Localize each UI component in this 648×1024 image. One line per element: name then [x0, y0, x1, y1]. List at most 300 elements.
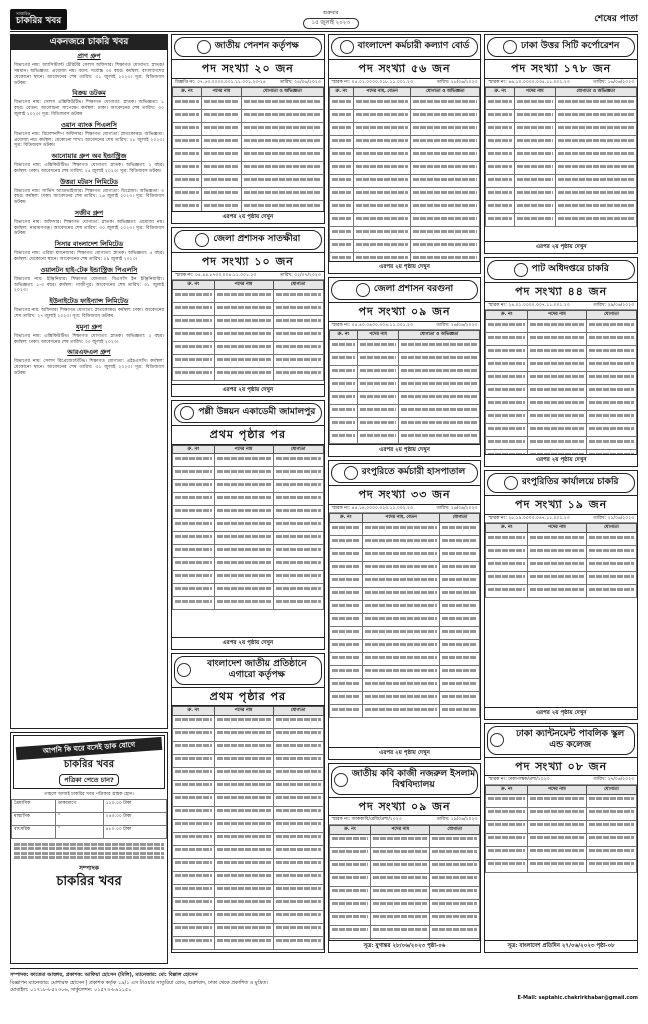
table-row [329, 431, 480, 444]
text-line [356, 178, 408, 181]
table-row [329, 353, 480, 366]
emblem-icon [180, 406, 194, 420]
text-line [175, 913, 212, 916]
text-line [360, 382, 396, 385]
table-cell [214, 467, 273, 480]
table-cell [586, 359, 636, 372]
table-cell [586, 546, 636, 559]
table-cell [242, 149, 323, 162]
table-cell [362, 536, 440, 549]
table-cell [586, 320, 636, 333]
text-line [276, 371, 321, 374]
text-line [204, 126, 240, 129]
continued-note: এরপর ২য় পৃষ্ঠায় দেখুন [485, 707, 637, 719]
table-cell [273, 897, 323, 910]
table-row [173, 480, 324, 493]
text-line [217, 548, 271, 551]
table-row [173, 558, 324, 571]
text-line [332, 421, 356, 424]
text-line [175, 587, 212, 590]
ad-title-banner [174, 230, 322, 250]
emblem-icon [490, 733, 504, 747]
table-cell [555, 188, 636, 201]
company-details: বিভাগের নাম: রিলেশনশিপ অফিসার। শিক্ষাগত যোগ্যতা: স্নাতকোত্তর। অভিজ্ঞতা: প্রযোজ্য নয়। কর্মস্থল: যেকোনো শাখা। আবেদনের শেষ তারিখ: ২৮ জুলাই ২০২৩। সূত্র: বিডিজবস ডটকম [14, 131, 164, 149]
column-header: যোগ্যতা ও অভিজ্ঞতা [242, 88, 323, 97]
text-line [175, 457, 212, 460]
text-line [517, 152, 553, 155]
ad-title: ঢাকা ক্যান্টনমেন্ট পাবলিক স্কুল এন্ড কলেজ [516, 729, 625, 751]
table-row [173, 936, 324, 949]
requirements-table [485, 523, 637, 598]
text-line [413, 243, 477, 246]
text-line [332, 204, 351, 207]
table-cell [398, 379, 479, 392]
text-line [589, 823, 634, 826]
text-line [488, 178, 512, 181]
text-line [488, 862, 525, 865]
text-line [276, 887, 321, 890]
table-cell [173, 715, 215, 728]
job-ad [484, 34, 638, 254]
text-line [373, 915, 427, 918]
emblem-icon [197, 40, 211, 54]
table-row [486, 201, 637, 214]
table-cell [173, 767, 215, 780]
editor-label: সম্পাদক [78, 864, 99, 872]
table-cell [486, 110, 515, 123]
table-cell [440, 640, 480, 653]
column-header: যোগ্যতা ও অভিজ্ঞতা [555, 88, 636, 97]
text-line [530, 588, 584, 591]
table-cell [329, 873, 371, 886]
text-line [175, 926, 212, 929]
post-count: পদ সংখ্যা ১৭৮ জন [485, 59, 637, 79]
text-line [332, 669, 360, 672]
text-line [589, 323, 634, 326]
columns [10, 34, 638, 964]
column-header: পদের নাম [527, 524, 586, 533]
text-line [589, 427, 634, 430]
text-line [332, 863, 369, 866]
column-header: যোগ্যতা [586, 524, 636, 533]
column-header: পদের নাম [515, 88, 556, 97]
table-cell [371, 860, 430, 873]
column-header: ক্র. নং [173, 445, 215, 454]
table-cell [214, 493, 273, 506]
table-cell [214, 584, 273, 597]
table-header-row [173, 281, 324, 290]
table-row [173, 493, 324, 506]
text-line [442, 539, 477, 542]
text-line [276, 483, 321, 486]
table-row [486, 188, 637, 201]
table-cell [358, 418, 399, 431]
page-footer [10, 968, 638, 1002]
company-name: আরএফএল গ্রুপ [67, 348, 111, 357]
text-line [217, 371, 271, 374]
table-cell [329, 214, 353, 227]
table-cell [527, 585, 586, 598]
text-line [517, 100, 553, 103]
ad-title: রংপুরিতে কর্মচারী হাসপাতাল [361, 467, 466, 478]
table-cell [411, 214, 480, 227]
table-cell [329, 523, 362, 536]
table-cell [329, 601, 362, 614]
emblem-icon [195, 233, 209, 247]
table-cell [173, 454, 215, 467]
table-cell [486, 437, 528, 450]
ad-title: জাতীয় কবি কাজী নজরুল ইসলাম বিশ্ববিদ্যালয় [351, 769, 476, 791]
table-cell [329, 340, 358, 353]
company-name: ওয়ালটন হাই-টেক ইন্ডাস্ট্রিজ পিএলসি [40, 265, 138, 274]
ad-memo [172, 79, 324, 88]
text-line [488, 562, 525, 565]
table-cell [329, 353, 358, 366]
table-cell [329, 588, 362, 601]
table-cell [486, 97, 515, 110]
table-cell [173, 910, 215, 923]
text-line [432, 876, 477, 879]
text-line [356, 139, 408, 142]
text-line [332, 139, 351, 142]
text-line [175, 718, 212, 721]
company-name: প্রাণ গ্রুপ [77, 52, 101, 61]
text-line [517, 126, 553, 129]
memo-number: স্মারক নং: ২৪.০১.০০০০.০০৭.১১.০০১.২৩ [488, 302, 570, 308]
post-count: পদ সংখ্যা ৪৪ জন [485, 282, 637, 302]
table-cell [173, 97, 202, 110]
table-row [173, 467, 324, 480]
text-line [276, 848, 321, 851]
text-line [204, 191, 240, 194]
text-line [217, 731, 271, 734]
table-cell [273, 767, 323, 780]
table-cell [527, 820, 586, 833]
table-cell [273, 519, 323, 532]
text-line [589, 349, 634, 352]
table-row [329, 149, 480, 162]
text-line [276, 561, 321, 564]
table-row [173, 136, 324, 149]
table-cell [486, 188, 515, 201]
column-header: ক্র. নং [329, 88, 353, 97]
text-line [276, 926, 321, 929]
text-line [365, 695, 438, 698]
table-cell [201, 162, 242, 175]
column-header: ক্র. নং [486, 524, 528, 533]
table-cell [515, 123, 556, 136]
table-cell [214, 355, 273, 368]
text-line [530, 536, 584, 539]
column-header: যোগ্যতা [273, 707, 323, 716]
text-line [365, 539, 438, 542]
post-count: পদ সংখ্যা ০৯ জন [329, 302, 481, 322]
text-line [217, 796, 271, 799]
text-line [488, 323, 525, 326]
text-line [244, 126, 320, 129]
table-row [173, 506, 324, 519]
ad-title: বাংলাদেশ কর্মচারী কল্যাণ বোর্ড [357, 41, 470, 52]
text-line [217, 535, 271, 538]
table-cell [411, 149, 480, 162]
table-cell [555, 162, 636, 175]
table-cell [273, 467, 323, 480]
table-cell [201, 123, 242, 136]
section-title: শেষের পাতা [594, 13, 638, 24]
rate-cell: বাৎসরিক [12, 826, 56, 839]
table-row [329, 588, 480, 601]
table-cell [362, 640, 440, 653]
table-cell [173, 136, 202, 149]
company-list [11, 52, 167, 377]
text-line [488, 414, 525, 417]
text-line [589, 549, 634, 552]
table-cell [486, 333, 528, 346]
table-cell [586, 424, 636, 437]
text-line [217, 470, 271, 473]
table-row [173, 715, 324, 728]
text-line [332, 656, 360, 659]
table-cell [486, 385, 528, 398]
text-line [175, 332, 212, 335]
table-cell [329, 886, 371, 899]
text-line [244, 100, 320, 103]
table-cell [173, 806, 215, 819]
text-line [558, 204, 634, 207]
text-line [413, 178, 477, 181]
text-line [276, 718, 321, 721]
company-name: সজীব গ্রুপ [74, 208, 104, 217]
table-cell [527, 533, 586, 546]
table-cell [273, 342, 323, 355]
table-cell [173, 493, 215, 506]
text-line [488, 126, 512, 129]
text-line [217, 319, 271, 322]
text-line [217, 757, 271, 760]
table-row [486, 411, 637, 424]
table-cell [214, 897, 273, 910]
table-cell [358, 379, 399, 392]
text-line [442, 656, 477, 659]
table-cell [586, 807, 636, 820]
table-cell [329, 860, 371, 873]
table-cell [173, 123, 202, 136]
text-line [276, 332, 321, 335]
text-line [530, 862, 584, 865]
table-cell [214, 558, 273, 571]
text-line [175, 770, 212, 773]
text-line [488, 797, 525, 800]
table-cell [398, 418, 479, 431]
table-row [329, 886, 480, 899]
table-cell [329, 653, 362, 666]
text-line [589, 836, 634, 839]
table-cell [398, 366, 479, 379]
table-cell [173, 342, 215, 355]
table-cell [173, 780, 215, 793]
table-cell [586, 833, 636, 846]
table-row [329, 627, 480, 640]
text-line [365, 526, 438, 529]
text-line [530, 349, 584, 352]
column-header: যোগ্যতা [273, 445, 323, 454]
ad-title-banner [331, 37, 479, 57]
table-cell [354, 110, 411, 123]
table-cell [354, 227, 411, 240]
text-line [589, 588, 634, 591]
text-line [217, 848, 271, 851]
table-cell [486, 346, 528, 359]
table-header-row [329, 825, 480, 834]
column-header: ক্র. নং [173, 281, 215, 290]
text-line [558, 113, 634, 116]
table-cell [486, 572, 528, 585]
table-cell [362, 653, 440, 666]
table-cell [173, 110, 202, 123]
table-cell [358, 457, 399, 458]
memo-date: তারিখ: ২৯/০৬/২০২৩ [593, 302, 635, 308]
text-line [589, 362, 634, 365]
text-line [217, 861, 271, 864]
text-line [401, 356, 477, 359]
text-line [244, 204, 320, 207]
column-header: যোগ্যতা [273, 281, 323, 290]
table-cell [214, 290, 273, 303]
table-cell [214, 806, 273, 819]
emblem-icon [356, 283, 370, 297]
table-cell [273, 871, 323, 884]
text-line [360, 356, 396, 359]
text-line [488, 401, 525, 404]
text-line [488, 165, 512, 168]
table-header-row [486, 88, 637, 97]
table-cell [173, 368, 215, 381]
table-cell [354, 240, 411, 253]
text-line [332, 850, 369, 853]
table-cell [362, 562, 440, 575]
table-cell [371, 899, 430, 912]
text-line [175, 731, 212, 734]
text-line [442, 695, 477, 698]
table-cell [515, 136, 556, 149]
text-line [175, 100, 199, 103]
text-line [365, 565, 438, 568]
column-2 [171, 34, 325, 964]
promo-footer-brand: চাকরির খবর [56, 874, 122, 890]
table-cell [486, 833, 528, 846]
text-line [356, 204, 408, 207]
table-header-row [486, 524, 637, 533]
text-line [589, 375, 634, 378]
table-cell [586, 411, 636, 424]
table-cell [515, 188, 556, 201]
text-line [589, 336, 634, 339]
text-line [413, 165, 477, 168]
table-row [329, 899, 480, 912]
table-cell [329, 149, 353, 162]
text-line [217, 345, 271, 348]
table-cell [586, 372, 636, 385]
text-line [332, 552, 360, 555]
table-cell [440, 536, 480, 549]
text-line [217, 574, 271, 577]
continued-note: সূত্র: বাংলাদেশ প্রতিদিন ২৭/০৬/২০২৩ পৃষ্ঠা-০৮ [485, 940, 637, 952]
table-cell [358, 405, 399, 418]
text-line [332, 113, 351, 116]
table-cell [411, 175, 480, 188]
promo-ask: পত্রিকা পেতে চান? [59, 774, 119, 786]
table-cell [214, 303, 273, 316]
table-cell [486, 546, 528, 559]
table-cell [527, 833, 586, 846]
text-line [530, 562, 584, 565]
table-cell [273, 506, 323, 519]
memo-number: স্মারক নং: ৪৫.১৪.০০০০.০২৩.১১.০০২.২৩ [331, 505, 413, 511]
text-line [244, 165, 320, 168]
text-line [276, 535, 321, 538]
column-header: যোগ্যতা [586, 785, 636, 794]
table-cell [214, 884, 273, 897]
table-cell [273, 845, 323, 858]
table-row [329, 536, 480, 549]
table-cell [411, 240, 480, 253]
text-line [332, 876, 369, 879]
company-name: ওয়ান ব্যাংক পিএলসি [61, 120, 117, 129]
text-line [432, 915, 477, 918]
footer-phones: মোবাইল: ০১৭১৮-৮৫২৩০৬, সার্কুলেশন: ০১৫৭৩-৮৯১১৫০ [10, 987, 132, 993]
table-cell [398, 457, 479, 458]
table-cell [201, 188, 242, 201]
text-line [442, 682, 477, 685]
table-cell [440, 627, 480, 640]
text-line [360, 343, 396, 346]
table-row [329, 214, 480, 227]
text-line [204, 100, 240, 103]
table-cell [371, 925, 430, 938]
table-cell [486, 820, 528, 833]
column-header: পদের নাম, বেতন [362, 514, 440, 523]
continued-note: এরপর ২য় পৃষ্ঠায় দেখুন [172, 637, 324, 649]
table-cell [242, 97, 323, 110]
text-line [413, 230, 477, 233]
text-line [332, 230, 351, 233]
table-cell [440, 523, 480, 536]
text-line [332, 343, 356, 346]
table-cell [362, 627, 440, 640]
text-line [276, 293, 321, 296]
table-row [329, 705, 480, 718]
table-cell [440, 653, 480, 666]
table-cell [440, 562, 480, 575]
text-line [530, 414, 584, 417]
text-line [244, 113, 320, 116]
table-cell [214, 845, 273, 858]
table-row [329, 860, 480, 873]
table-cell [173, 149, 202, 162]
table-row [329, 847, 480, 860]
table-cell [586, 437, 636, 450]
job-ad [328, 277, 482, 457]
memo-date: তারিখ: ২১/০৬/২০২৩ [593, 515, 635, 521]
text-line [276, 522, 321, 525]
table-row [329, 692, 480, 705]
table-cell [555, 214, 636, 227]
text-line [244, 178, 320, 181]
table-row [173, 741, 324, 754]
text-line [276, 345, 321, 348]
table-row [486, 359, 637, 372]
text-line [276, 306, 321, 309]
